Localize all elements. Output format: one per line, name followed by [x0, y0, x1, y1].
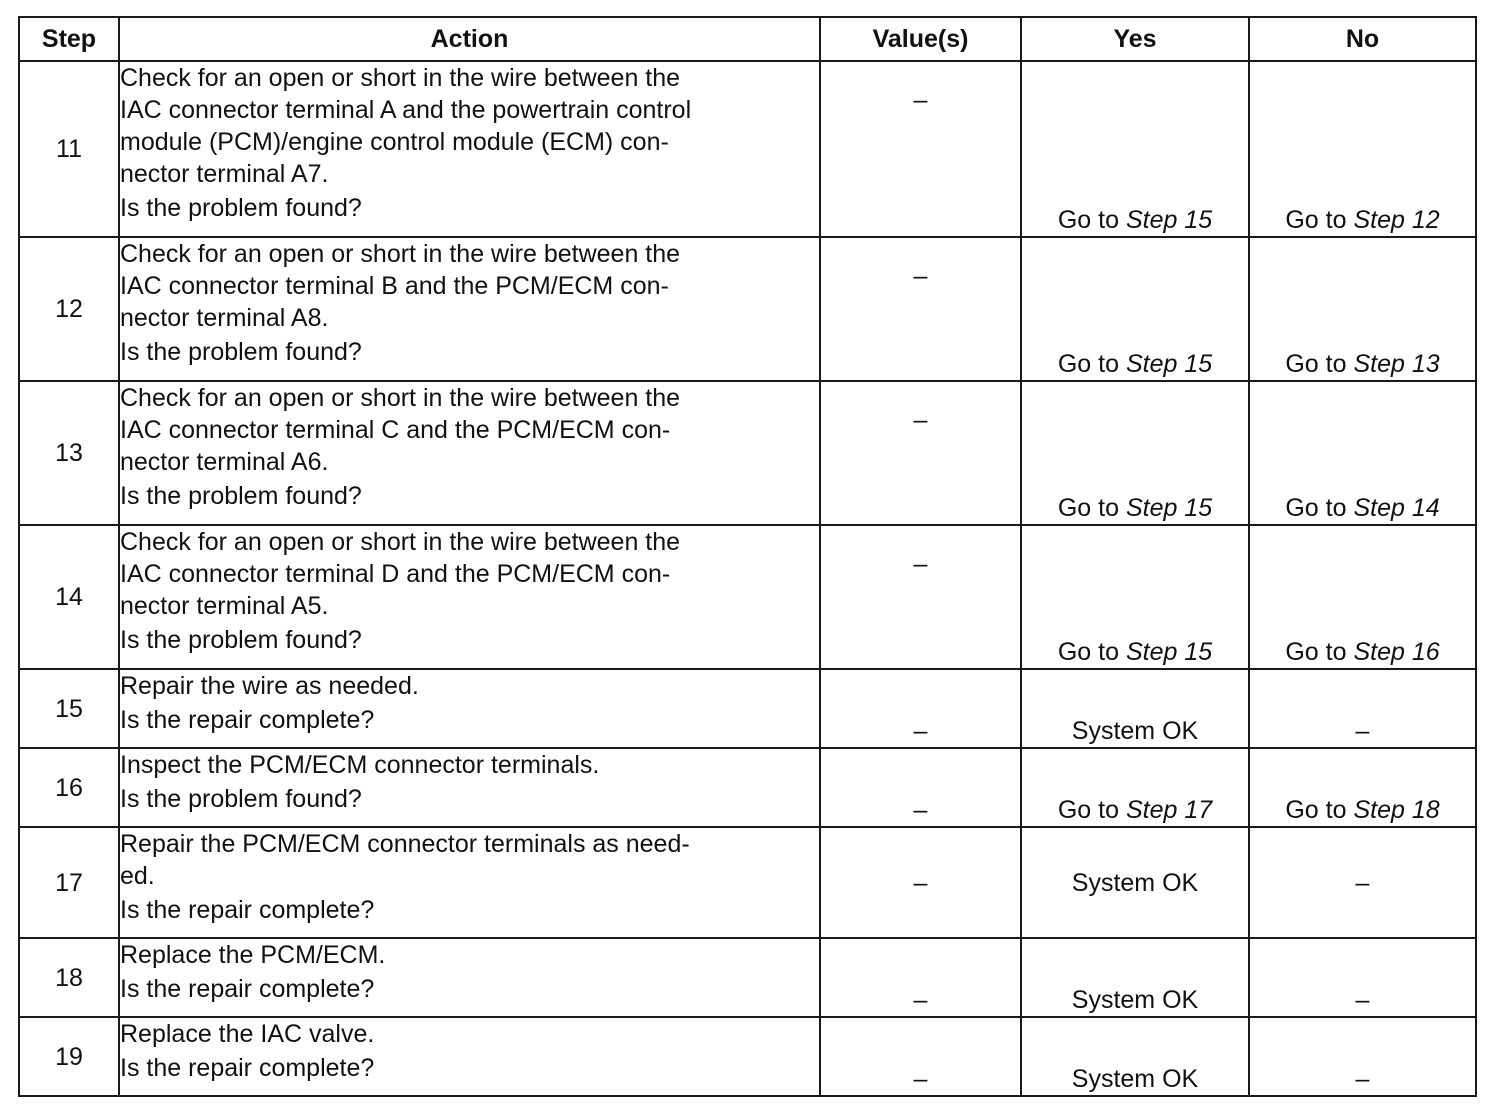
- yes-step-link[interactable]: Step 15: [1125, 206, 1213, 234]
- value-cell: –: [820, 938, 1021, 1017]
- action-question: Is the problem found?: [120, 626, 362, 654]
- action-text: Check for an open or short in the wire between the IAC connector terminal D and the PCM/ECM con- nector terminal A5.: [120, 528, 681, 620]
- action-text: Repair the PCM/ECM connector terminals as need- ed.: [120, 830, 690, 890]
- no-prefix: Go to: [1285, 796, 1354, 824]
- yes-cell: System OK: [1021, 1017, 1249, 1096]
- action-cell: [119, 827, 820, 938]
- no-step-link[interactable]: Step 14: [1353, 494, 1440, 522]
- no-cell: [1249, 381, 1476, 525]
- table-row: [19, 827, 1476, 938]
- no-prefix: Go to: [1285, 350, 1354, 378]
- table-row: [19, 237, 1476, 381]
- yes-step-link[interactable]: Step 15: [1125, 350, 1213, 378]
- no-cell: [1249, 61, 1476, 237]
- action-question: Is the repair complete?: [120, 1054, 375, 1082]
- action-text: Check for an open or short in the wire between the IAC connector terminal C and the PCM/ECM con- nector terminal A6.: [120, 384, 681, 476]
- header-action: Action: [119, 17, 820, 61]
- header-yes: Yes: [1021, 17, 1249, 61]
- yes-cell: [1021, 61, 1249, 237]
- value-cell: –: [820, 381, 1021, 525]
- no-step-link[interactable]: Step 13: [1353, 350, 1440, 378]
- table-row: [19, 938, 1476, 1017]
- action-cell: [119, 381, 820, 525]
- yes-prefix: Go to: [1057, 206, 1126, 234]
- action-cell: [119, 525, 820, 669]
- action-cell: [119, 669, 820, 748]
- header-step: Step: [19, 17, 119, 61]
- table-row: [19, 748, 1476, 827]
- value-cell: –: [820, 61, 1021, 237]
- action-question: Is the problem found?: [120, 785, 362, 813]
- value-cell: –: [820, 827, 1021, 938]
- yes-prefix: Go to: [1057, 796, 1126, 824]
- yes-cell: System OK: [1021, 938, 1249, 1017]
- action-text: Check for an open or short in the wire between the IAC connector terminal A and the powertrain control module (PCM)/engine control module (ECM) con- nector terminal A7.: [120, 64, 692, 188]
- action-cell: [119, 61, 820, 237]
- no-prefix: Go to: [1285, 494, 1354, 522]
- action-text: Inspect the PCM/ECM connector terminals.: [120, 751, 600, 779]
- yes-cell: System OK: [1021, 827, 1249, 938]
- yes-step-link[interactable]: Step 15: [1125, 638, 1213, 666]
- yes-cell: [1021, 748, 1249, 827]
- diagnostic-table-page: [18, 16, 1475, 1097]
- action-question: Is the problem found?: [120, 194, 362, 222]
- action-question: Is the repair complete?: [120, 975, 375, 1003]
- no-cell: –: [1249, 938, 1476, 1017]
- yes-cell: [1021, 237, 1249, 381]
- no-step-link[interactable]: Step 12: [1353, 206, 1440, 234]
- yes-prefix: Go to: [1057, 638, 1126, 666]
- table-row: [19, 1017, 1476, 1096]
- value-cell: –: [820, 237, 1021, 381]
- no-cell: –: [1249, 669, 1476, 748]
- no-cell: [1249, 525, 1476, 669]
- yes-cell: [1021, 525, 1249, 669]
- step-number: 11: [19, 61, 119, 237]
- action-text: Repair the wire as needed.: [120, 672, 419, 700]
- table-row: [19, 381, 1476, 525]
- action-text: Check for an open or short in the wire between the IAC connector terminal B and the PCM/ECM con- nector terminal A8.: [120, 240, 681, 332]
- action-question: Is the problem found?: [120, 338, 362, 366]
- step-number: 12: [19, 237, 119, 381]
- yes-prefix: Go to: [1057, 350, 1126, 378]
- yes-step-link[interactable]: Step 15: [1125, 494, 1213, 522]
- action-question: Is the repair complete?: [120, 896, 375, 924]
- step-number: 19: [19, 1017, 119, 1096]
- yes-cell: [1021, 381, 1249, 525]
- step-number: 17: [19, 827, 119, 938]
- action-text: Replace the IAC valve.: [120, 1020, 375, 1048]
- header-row: [19, 17, 1476, 61]
- no-cell: –: [1249, 1017, 1476, 1096]
- no-cell: [1249, 237, 1476, 381]
- no-prefix: Go to: [1285, 206, 1354, 234]
- step-number: 18: [19, 938, 119, 1017]
- action-cell: [119, 1017, 820, 1096]
- no-step-link[interactable]: Step 18: [1353, 796, 1440, 824]
- step-number: 14: [19, 525, 119, 669]
- yes-cell: System OK: [1021, 669, 1249, 748]
- no-cell: [1249, 748, 1476, 827]
- table-row: [19, 669, 1476, 748]
- action-question: Is the repair complete?: [120, 706, 375, 734]
- header-values: Value(s): [820, 17, 1021, 61]
- action-cell: [119, 237, 820, 381]
- action-question: Is the problem found?: [120, 482, 362, 510]
- value-cell: –: [820, 669, 1021, 748]
- table-row: [19, 61, 1476, 237]
- step-number: 16: [19, 748, 119, 827]
- action-text: Replace the PCM/ECM.: [120, 941, 386, 969]
- value-cell: –: [820, 748, 1021, 827]
- action-cell: [119, 938, 820, 1017]
- step-number: 15: [19, 669, 119, 748]
- step-number: 13: [19, 381, 119, 525]
- yes-step-link[interactable]: Step 17: [1125, 796, 1213, 824]
- action-cell: [119, 748, 820, 827]
- diagnostic-table: [18, 16, 1477, 1097]
- table-row: [19, 525, 1476, 669]
- no-cell: –: [1249, 827, 1476, 938]
- yes-prefix: Go to: [1057, 494, 1126, 522]
- header-no: No: [1249, 17, 1476, 61]
- no-prefix: Go to: [1285, 638, 1354, 666]
- value-cell: –: [820, 525, 1021, 669]
- value-cell: –: [820, 1017, 1021, 1096]
- no-step-link[interactable]: Step 16: [1353, 638, 1440, 666]
